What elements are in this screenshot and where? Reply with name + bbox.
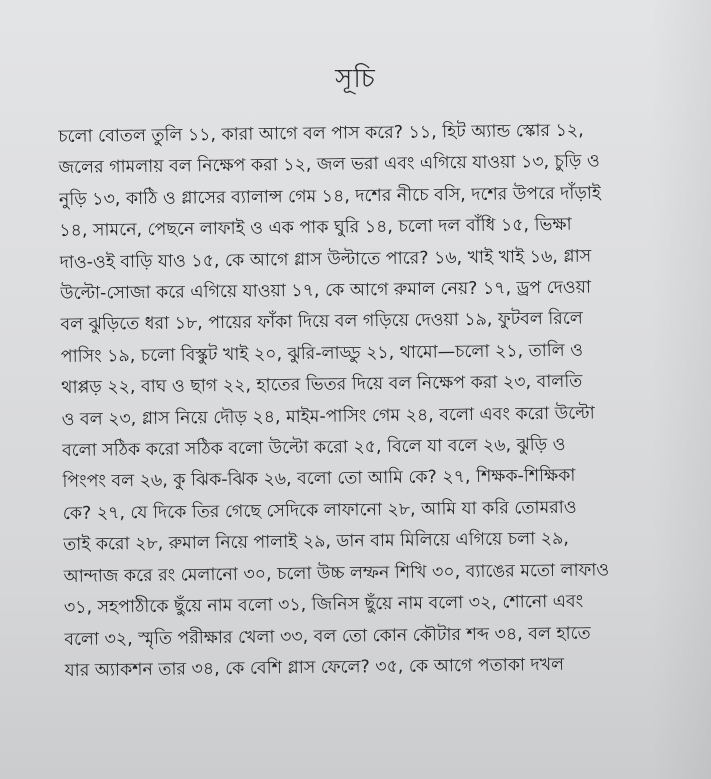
text-line: আন্দাজ করে রং মেলানো ৩০, চলো উচ্চ লম্ফন শিখি ৩০, ব্যাঙের মতো লাফাও: [63, 559, 610, 587]
text-line: বল ঝুড়িতে ধরা ১৮, পায়ের ফাঁকা দিয়ে বল গড়িয়ে দেওয়া ১৯, ফুটবল রিলে: [60, 309, 583, 336]
text-line: বলো সঠিক করো সঠিক বলো উল্টো করো ২৫, বিলে যা বলে ২৬, ঝুড়ি ও: [61, 434, 566, 462]
text-line: ১৪, সামনে, পেছনে লাফাই ও এক পাক ঘুরি ১৪, চলো দল বাঁধি ১৫, ভিক্ষা: [59, 214, 572, 242]
text-line: ৩১, সহপাঠীকে ছুঁয়ে নাম বলো ৩১, জিনিস ছুঁয়ে নাম বলো ৩২, শোনো এবং: [63, 591, 584, 619]
text-line: পিংপং বল ২৬, কু ঝিক-ঝিক ২৬, বলো তো আমি কে? ২৭, শিক্ষক-শিক্ষিকা: [62, 466, 576, 493]
text-line: ও বল ২৩, গ্লাস নিয়ে দৌড় ২৪, মাইম-পাসিং গেম ২৪, বলো এবং করো উল্টো: [61, 403, 595, 430]
text-line: কে? ২৭, যে দিকে তির গেছে সেদিকে লাফানো ২৮, আমি যা করি তোমরাও: [62, 497, 577, 524]
contents-paragraph: [58, 114, 685, 687]
text-line: তাই করো ২৮, রুমাল নিয়ে পালাই ২৯, ডান বাম মিলিয়ে এগিয়ে চলা ২৯,: [63, 529, 569, 556]
text-line: যার অ্যাকশন তার ৩৪, কে বেশি গ্লাস ফেলে? ৩৫, কে আগে পতাকা দখল: [64, 654, 565, 681]
text-line: নুড়ি ১৩, কাঠি ও গ্লাসের ব্যালান্স গেম ১৪, দশের নীচে বসি, দশের উপরে দাঁড়াই: [58, 183, 602, 210]
text-line: বলো ৩২, স্মৃতি পরীক্ষার খেলা ৩৩, বল তো কোন কৌটার শব্দ ৩৪, বল হাতে: [64, 623, 591, 650]
text-line: দাও-ওই বাড়ি যাও ১৫, কে আগে গ্লাস উল্টাতে পারে? ১৬, খাই খাই ১৬, গ্লাস: [59, 246, 592, 273]
text-line: পাসিং ১৯, চলো বিস্কুট খাই ২০, ঝুরি-লাড্ডু ২১, থামো—চলো ২১, তালি ও: [60, 340, 584, 367]
text-line: উল্টো-সোজা করে এগিয়ে যাওয়া ১৭, কে আগে রুমাল নেয়? ১৭, ড্রপ দেওয়া: [59, 277, 592, 305]
text-line: চলো বোতল তুলি ১১, কারা আগে বল পাস করে? ১১, হিট অ্যান্ড স্কোর ১২,: [58, 120, 584, 147]
page-title: সূচি: [335, 64, 376, 94]
text-line: জলের গামলায় বল নিক্ষেপ করা ১২, জল ভরা এবং এগিয়ে যাওয়া ১৩, চুড়ি ও: [58, 151, 600, 179]
text-line: থাপ্পড় ২২, বাঘ ও ছাগ ২২, হাতের ভিতর দিয়ে বল নিক্ষেপ করা ২৩, বালতি: [61, 371, 583, 399]
